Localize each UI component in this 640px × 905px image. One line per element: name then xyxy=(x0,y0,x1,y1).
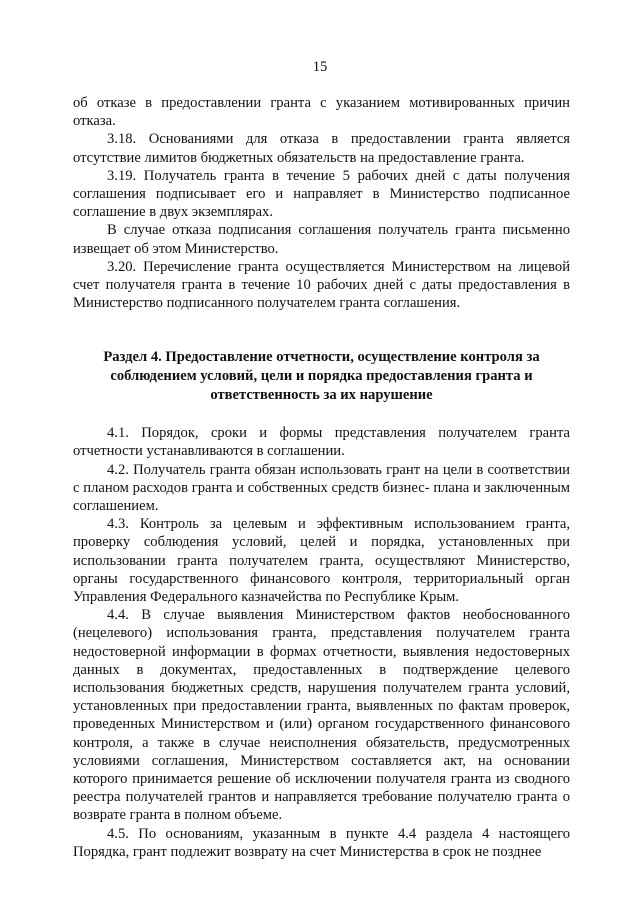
paragraph-p-3-20: 3.20. Перечисление гранта осуществляется Министерством на лицевой счет получателя гранта в течение 10 рабочих дней с даты предоставления в Министерство подписанного получателем гранта соглашения. xyxy=(73,258,570,312)
paragraph-p-refusal: В случае отказа подписания соглашения получатель гранта письменно извещает об этом Министерство. xyxy=(73,222,570,257)
section-4-title: Раздел 4. Предоставление отчетности, осуществление контроля за соблюдением условий, цели и порядка предоставления гранта и ответственность за их нарушение xyxy=(103,349,540,403)
paragraph-p-4-1: 4.1. Порядок, сроки и формы представления получателем гранта отчетности устанавливаются в соглашении. xyxy=(73,425,570,460)
paragraph-p-4-4: 4.4. В случае выявления Министерством фактов необоснованного (нецелевого) использования гранта, представления получателем гранта недостоверной информации в формах отчетности, выявления недостоверных данных в документах, предоставленных в подтверждение целевого использования бюджетных средств, нарушения получателем гранта условий, установленных при предоставлении гранта, выявленных по фактам проверок, проведенных Министерством и (или) органом государственного финансового контроля, а также в случае неисполнения обязательств, предусмотренных условиями соглашения, Министерством составляется акт, на основании которого принимается решение об исключении получателя гранта из сводного реестра получателей грантов и направляется требование получателю гранта о возврате гранта в полном объеме. xyxy=(73,607,570,824)
paragraph-p-continuation: об отказе в предоставлении гранта с указанием мотивированных причин отказа. xyxy=(73,95,570,130)
page-number: 15 xyxy=(312,59,328,75)
paragraph-p-3-19: 3.19. Получатель гранта в течение 5 рабочих дней с даты получения соглашения подписывает его и направляет в Министерство подписанное соглашение в двух экземплярах. xyxy=(73,167,570,221)
document-body xyxy=(73,94,570,861)
section-spacing xyxy=(73,312,570,348)
paragraphs-before-section xyxy=(73,94,570,312)
paragraph-p-4-3: 4.3. Контроль за целевым и эффективным использованием гранта, проверку соблюдения условий, целей и порядка, установленных при использовании гранта получателем гранта, осуществляют Министерство, органы государственного финансового контроля, территориальный орган Управления Федерального казначейства по Республике Крым. xyxy=(73,516,570,606)
section-spacing xyxy=(73,404,570,424)
paragraph-p-4-5: 4.5. По основаниям, указанным в пункте 4.4 раздела 4 настоящего Порядка, грант подлежит возврату на счет Министерства в срок не позднее xyxy=(73,825,570,860)
paragraphs-section-4 xyxy=(73,424,570,861)
paragraph-p-3-18: 3.18. Основаниями для отказа в предоставлении гранта является отсутствие лимитов бюджетных обязательств на предоставление гранта. xyxy=(73,131,570,166)
paragraph-p-4-2: 4.2. Получатель гранта обязан использовать грант на цели в соответствии с планом расходов гранта и собственных средств бизнес- плана и заключенным соглашением. xyxy=(73,461,570,515)
